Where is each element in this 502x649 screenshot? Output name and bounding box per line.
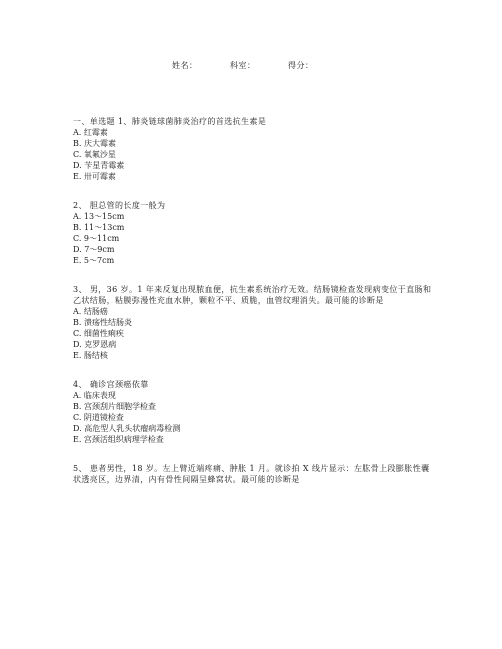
question-stem: 一、单选题 1、肺炎链球菌肺炎治疗的首选抗生素是 (73, 117, 267, 126)
option-b: B. 庆大霉素 (73, 139, 116, 148)
option-d: D. 7～9cm (73, 245, 115, 254)
option-e: E. 卅可霉素 (73, 172, 116, 181)
question-2 (73, 200, 433, 266)
option-a: A. 13～15cm (73, 212, 125, 221)
department-label: 科室： (230, 61, 256, 70)
option-d: D. 克罗恩病 (73, 340, 117, 349)
question-stem: 4、 确诊宫颈癌依靠 (73, 380, 149, 389)
option-c: C. 9～11cm (73, 234, 120, 243)
option-b: B. 溃疡性结肠炎 (73, 318, 132, 327)
question-stem: 3、 男，36 岁。1 年来反复出现脓血便，抗生素系统治疗无效。结肠镜检查发现病变位于直肠和乙状结肠，粘膜弥漫性充血水肿，颗粒不平、质脆，血管纹理消失。最可能的诊断是 (73, 285, 432, 305)
option-b: B. 宫颈刮片细胞学检查 (73, 402, 156, 411)
option-b: B. 11～13cm (73, 223, 125, 232)
question-3 (73, 284, 433, 361)
option-a: A. 临床表现 (73, 391, 116, 400)
option-d: D. 苄星青霉素 (73, 161, 125, 170)
option-e: E. 5～7cm (73, 256, 115, 265)
option-d: D. 高危型人乳头状瘤病毒检测 (73, 424, 181, 433)
option-e: E. 肠结核 (73, 351, 108, 360)
question-1 (73, 116, 433, 182)
option-c: C. 细菌性痢疾 (73, 329, 124, 338)
option-e: E. 宫颈活组织病理学检查 (73, 435, 164, 444)
score-label: 得分： (288, 61, 314, 70)
option-c: C. 氧氟沙星 (73, 150, 116, 159)
name-label: 姓名： (172, 61, 198, 70)
question-list (73, 116, 433, 485)
question-stem: 2、 胆总管的长度一般为 (73, 201, 166, 210)
option-c: C. 阴道镜检查 (73, 413, 124, 422)
option-a: A. 结肠癌 (73, 307, 108, 316)
question-stem: 5、 患者男性，18 岁。左上臂近端疼痛、肿胀 1 月。就诊拍 X 线片显示：左肱骨上段膨胀性囊状透亮区，边界清，内有骨性间隔呈蜂窝状。最可能的诊断是 (73, 464, 430, 484)
question-5 (73, 463, 433, 485)
option-a: A. 红霉素 (73, 128, 108, 137)
question-4 (73, 379, 433, 445)
